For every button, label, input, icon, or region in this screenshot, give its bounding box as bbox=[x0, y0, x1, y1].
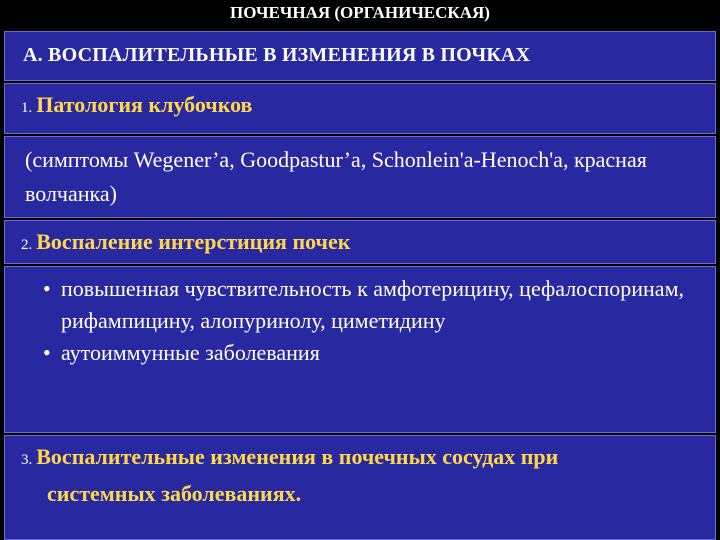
item-1-title: Патология клубочков bbox=[36, 92, 253, 117]
item-2-title: Воспаление интерстиция почек bbox=[36, 229, 351, 254]
bullet-item bbox=[43, 337, 703, 369]
item-1-heading bbox=[21, 92, 252, 118]
item-2-bullets-panel bbox=[4, 266, 716, 433]
item-1-panel bbox=[4, 83, 716, 134]
item-2-bullet-list bbox=[43, 273, 703, 369]
bullet-icon: • bbox=[43, 276, 51, 301]
item-1-number: 1. bbox=[21, 100, 33, 116]
slide-title: ПОЧЕЧНАЯ (ОРГАНИЧЕСКАЯ) bbox=[0, 0, 720, 30]
item-2-panel bbox=[4, 220, 716, 264]
bullet-icon: • bbox=[43, 340, 51, 365]
item-3-panel bbox=[4, 435, 716, 540]
bullet-text: повышенная чувствительность к амфотерицину, цефалоспоринам, рифампицину, алопуринолу, циметидину bbox=[61, 276, 684, 333]
item-1-detail-panel bbox=[4, 136, 716, 218]
item-3-number: 3. bbox=[21, 452, 33, 468]
section-heading: А. ВОСПАЛИТЕЛЬНЫЕ В ИЗМЕНЕНИЯ В ПОЧКАХ bbox=[23, 44, 531, 66]
item-3-title-line2: системных заболеваниях. bbox=[47, 481, 302, 506]
item-3-heading bbox=[21, 440, 711, 511]
item-2-heading bbox=[21, 229, 350, 255]
item-2-number: 2. bbox=[21, 237, 33, 253]
section-heading-panel bbox=[4, 31, 716, 81]
bullet-item bbox=[43, 273, 703, 337]
bullet-text: аутоиммунные заболевания bbox=[61, 340, 320, 365]
item-3-title-line1: Воспалительные изменения в почечных сосудах при bbox=[36, 444, 559, 469]
item-1-detail: (симптомы Wegener’a, Goodpastur’a, Schonlein'a-Henoch'a, красная волчанка) bbox=[25, 147, 647, 206]
